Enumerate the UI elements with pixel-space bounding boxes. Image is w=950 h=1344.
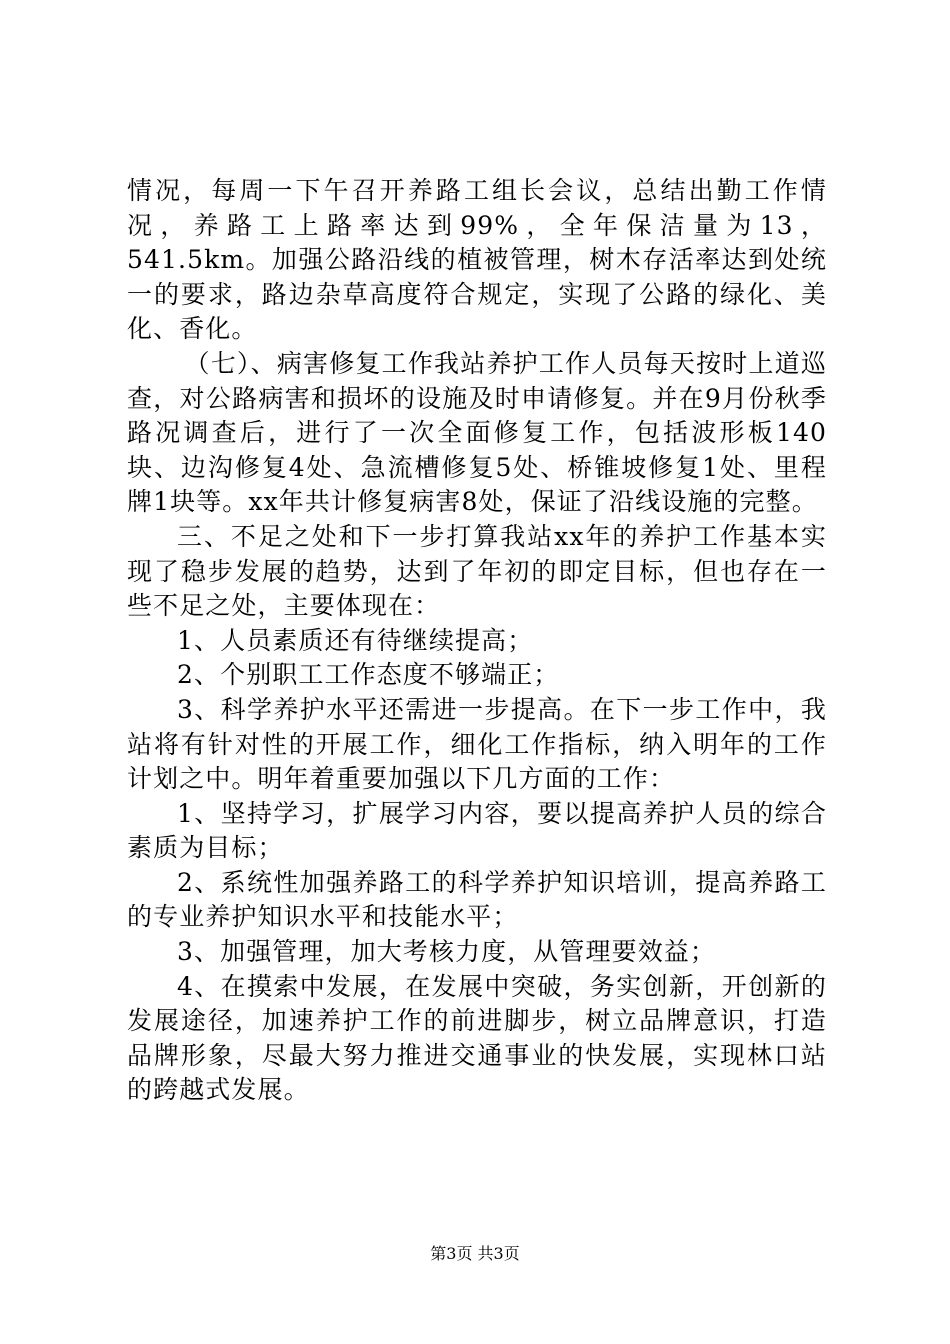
paragraph-4: 1、人员素质还有待继续提高； [177, 625, 534, 655]
page-footer: 第3页 共3页 [430, 1244, 520, 1263]
paragraph-3: 三、不足之处和下一步打算我站xx年的养护工作基本实现了稳步发展的趋势，达到了年初的即定目标，但也存在一些不足之处，主要体现在： [127, 521, 827, 621]
paragraph-7: 1、坚持学习，扩展学习内容，要以提高养护人员的综合素质为目标； [127, 798, 827, 863]
paragraph-1: 情况，每周一下午召开养路工组长会议，总结出勤工作情况，养路工上路率达到99%，全年保洁量为13，541.5km。加强公路沿线的植被管理，树木存活率达到处统一的要求，路边杂草高度符合规定，实现了公路的绿化、美化、香化。 [127, 176, 827, 344]
paragraph-9: 3、加强管理，加大考核力度，从管理要效益； [177, 937, 717, 967]
paragraph-2: （七）、病害修复工作我站养护工作人员每天按时上道巡查，对公路病害和损坏的设施及时申请修复。并在9月份秋季路况调查后，进行了一次全面修复工作，包括波形板140块、边沟修复4处、急流槽修复5处、桥锥坡修复1处、里程牌1块等。xx年共计修复病害8处，保证了沿线设施的完整。 [127, 348, 827, 517]
paragraph-10: 4、在摸索中发展，在发展中突破，务实创新，开创新的发展途径，加速养护工作的前进脚步，树立品牌意识，打造品牌形象，尽最大努力推进交通事业的快发展，实现林口站的跨越式发展。 [127, 971, 827, 1105]
paragraph-8: 2、系统性加强养路工的科学养护知识培训，提高养路工的专业养护知识水平和技能水平； [127, 867, 827, 932]
paragraph-5: 2、个别职工工作态度不够端正； [177, 660, 560, 690]
document-body [127, 174, 827, 1108]
paragraph-6: 3、科学养护水平还需进一步提高。在下一步工作中，我站将有针对性的开展工作，细化工作指标，纳入明年的工作计划之中。明年着重要加强以下几方面的工作： [127, 694, 827, 794]
